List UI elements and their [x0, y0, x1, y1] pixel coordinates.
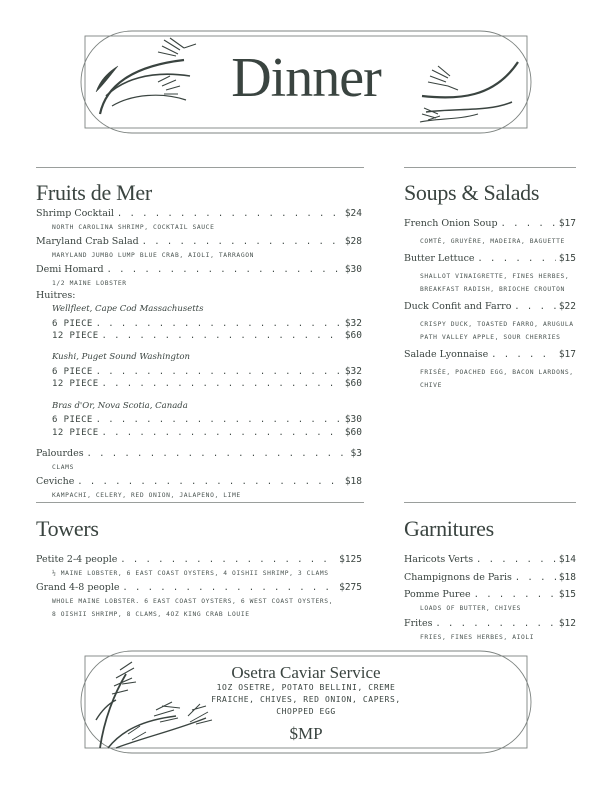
item-desc: NORTH CAROLINA SHRIMP, COCKTAIL SAUCE — [52, 224, 215, 231]
item-price: $22 — [558, 301, 576, 312]
item-name: Grand 4-8 people — [36, 582, 120, 593]
caviar-title: Osetra Caviar Service — [231, 663, 381, 682]
leader-dots — [117, 209, 342, 219]
item-desc: FRISÉE, POACHED EGG, BACON LARDONS, — [420, 369, 574, 376]
garnitures-title: Garnitures — [404, 516, 494, 541]
item-desc: WHOLE MAINE LOBSTER. 6 EAST COAST OYSTERS, 6 WEST COAST OYSTERS, — [52, 598, 334, 605]
oyster-origin: Bras d'Or, Nova Scotia, Canada — [52, 401, 188, 411]
piece-price: $30 — [344, 414, 362, 425]
piece-label: 12 PIECE — [52, 428, 99, 438]
item-desc: 8 OISHII SHRIMP, 8 CLAMS, 4OZ KING CRAB LOUIE — [52, 611, 250, 618]
leader-dots — [87, 449, 348, 459]
leader-dots — [515, 573, 556, 583]
oyster-twelve-piece — [52, 330, 362, 341]
menu-item-champignons — [404, 572, 576, 583]
divider-top-left — [36, 167, 364, 168]
oyster-origin: Kushi, Puget Sound Washington — [52, 352, 190, 362]
oyster-six-piece — [52, 318, 362, 329]
item-price: $24 — [344, 208, 362, 219]
leader-dots — [102, 379, 342, 389]
menu-item-haricots-verts — [404, 554, 576, 565]
item-desc: ½ MAINE LOBSTER, 6 EAST COAST OYSTERS, 4 OISHII SHRIMP, 3 CLAMS — [52, 570, 329, 577]
item-name: Shrimp Cocktail — [36, 208, 114, 219]
menu-item-frites — [404, 618, 576, 629]
right-wheat-icon — [418, 52, 522, 128]
item-name: French Onion Soup — [404, 218, 498, 229]
item-name: Salade Lyonnaise — [404, 349, 489, 360]
item-price: $14 — [558, 554, 576, 565]
left-wheat-icon — [92, 36, 202, 118]
menu-item-french-onion — [404, 218, 576, 229]
soups-salads-title: Soups & Salads — [404, 180, 540, 205]
leader-dots — [96, 367, 342, 377]
menu-item-salade-lyonnaise — [404, 349, 576, 360]
item-desc: COMTÉ, GRUYÈRE, MADEIRA, BAGUETTE — [420, 238, 565, 245]
menu-item-butter-lettuce — [404, 253, 576, 264]
caviar-desc-line-2: FRAICHE, CHIVES, RED ONION, CAPERS, — [211, 695, 401, 704]
piece-price: $60 — [344, 330, 362, 341]
oyster-six-piece — [52, 366, 362, 377]
item-price: $3 — [350, 448, 362, 459]
menu-item-ceviche — [36, 476, 362, 487]
oyster-origin: Wellfleet, Cape Cod Massachusetts — [52, 304, 204, 314]
leader-dots — [436, 619, 556, 629]
towers-title: Towers — [36, 516, 99, 541]
item-name: Butter Lettuce — [404, 253, 475, 264]
menu-item-demi-homard — [36, 264, 362, 275]
oyster-six-piece — [52, 414, 362, 425]
item-desc: 1/2 MAINE LOBSTER — [52, 280, 127, 287]
oyster-twelve-piece — [52, 427, 362, 438]
huitres-label: Huitres: — [36, 290, 76, 301]
item-price: $125 — [339, 554, 362, 565]
item-name: Demi Homard — [36, 264, 104, 275]
piece-label: 12 PIECE — [52, 331, 99, 341]
leader-dots — [142, 237, 342, 247]
item-name: Petite 2-4 people — [36, 554, 118, 565]
item-desc: LOADS OF BUTTER, CHIVES — [420, 605, 521, 612]
item-price: $18 — [344, 476, 362, 487]
menu-item-grand-tower — [36, 582, 362, 593]
leader-dots — [120, 555, 336, 565]
menu-item-petite-tower — [36, 554, 362, 565]
menu-item-duck-confit — [404, 301, 576, 312]
menu-item-palourdes — [36, 448, 362, 459]
leader-dots — [77, 477, 341, 487]
item-name: Champignons de Paris — [404, 572, 512, 583]
item-name: Ceviche — [36, 476, 75, 487]
caviar-price: $MP — [289, 724, 323, 743]
item-name: Haricots Verts — [404, 554, 474, 565]
item-price: $12 — [558, 618, 576, 629]
leader-dots — [474, 590, 556, 600]
piece-label: 6 PIECE — [52, 415, 93, 425]
leader-dots — [102, 331, 342, 341]
leader-dots — [501, 219, 556, 229]
piece-price: $32 — [344, 318, 362, 329]
caviar-desc-line-1: 1OZ OSETRE, POTATO BELLINI, CREME — [216, 683, 396, 692]
divider-mid-right — [404, 502, 576, 503]
piece-label: 6 PIECE — [52, 319, 93, 329]
leader-dots — [478, 254, 556, 264]
item-price: $275 — [339, 582, 362, 593]
item-desc: PATH VALLEY APPLE, SOUR CHERRIES — [420, 334, 561, 341]
item-desc: MARYLAND JUMBO LUMP BLUE CRAB, AIOLI, TARRAGON — [52, 252, 254, 259]
divider-top-right — [404, 167, 576, 168]
item-price: $18 — [558, 572, 576, 583]
piece-label: 12 PIECE — [52, 379, 99, 389]
item-price: $15 — [558, 253, 576, 264]
item-name: Duck Confit and Farro — [404, 301, 512, 312]
fruits-de-mer-title: Fruits de Mer — [36, 180, 152, 205]
piece-price: $32 — [344, 366, 362, 377]
menu-item-pomme-puree — [404, 589, 576, 600]
item-desc: CHIVE — [420, 382, 442, 389]
leader-dots — [96, 415, 342, 425]
item-name: Frites — [404, 618, 433, 629]
piece-label: 6 PIECE — [52, 367, 93, 377]
page-title: Dinner — [231, 47, 381, 109]
caviar-desc-line-3: CHOPPED EGG — [276, 707, 336, 716]
item-name: Pomme Puree — [404, 589, 471, 600]
item-desc: BREAKFAST RADISH, BRIOCHE CROUTON — [420, 286, 565, 293]
oyster-twelve-piece — [52, 378, 362, 389]
leader-dots — [514, 302, 555, 312]
item-desc: CRISPY DUCK, TOASTED FARRO, ARUGULA — [420, 321, 574, 328]
leader-dots — [476, 555, 556, 565]
leader-dots — [102, 428, 342, 438]
leader-dots — [123, 583, 337, 593]
item-desc: SHALLOT VINAIGRETTE, FINES HERBES, — [420, 273, 570, 280]
piece-price: $60 — [344, 378, 362, 389]
leader-dots — [491, 350, 556, 360]
item-desc: CLAMS — [52, 464, 74, 471]
item-price: $30 — [344, 264, 362, 275]
leader-dots — [96, 319, 342, 329]
piece-price: $60 — [344, 427, 362, 438]
menu-item-shrimp-cocktail — [36, 208, 362, 219]
item-price: $28 — [344, 236, 362, 247]
item-desc: KAMPACHI, CELERY, RED ONION, JALAPENO, LIME — [52, 492, 241, 499]
item-price: $17 — [558, 218, 576, 229]
item-desc: FRIES, FINES HERBES, AIOLI — [420, 634, 535, 641]
menu-item-crab-salad — [36, 236, 362, 247]
item-name: Palourdes — [36, 448, 84, 459]
item-name: Maryland Crab Salad — [36, 236, 139, 247]
leader-dots — [107, 265, 342, 275]
item-price: $15 — [558, 589, 576, 600]
item-price: $17 — [558, 349, 576, 360]
